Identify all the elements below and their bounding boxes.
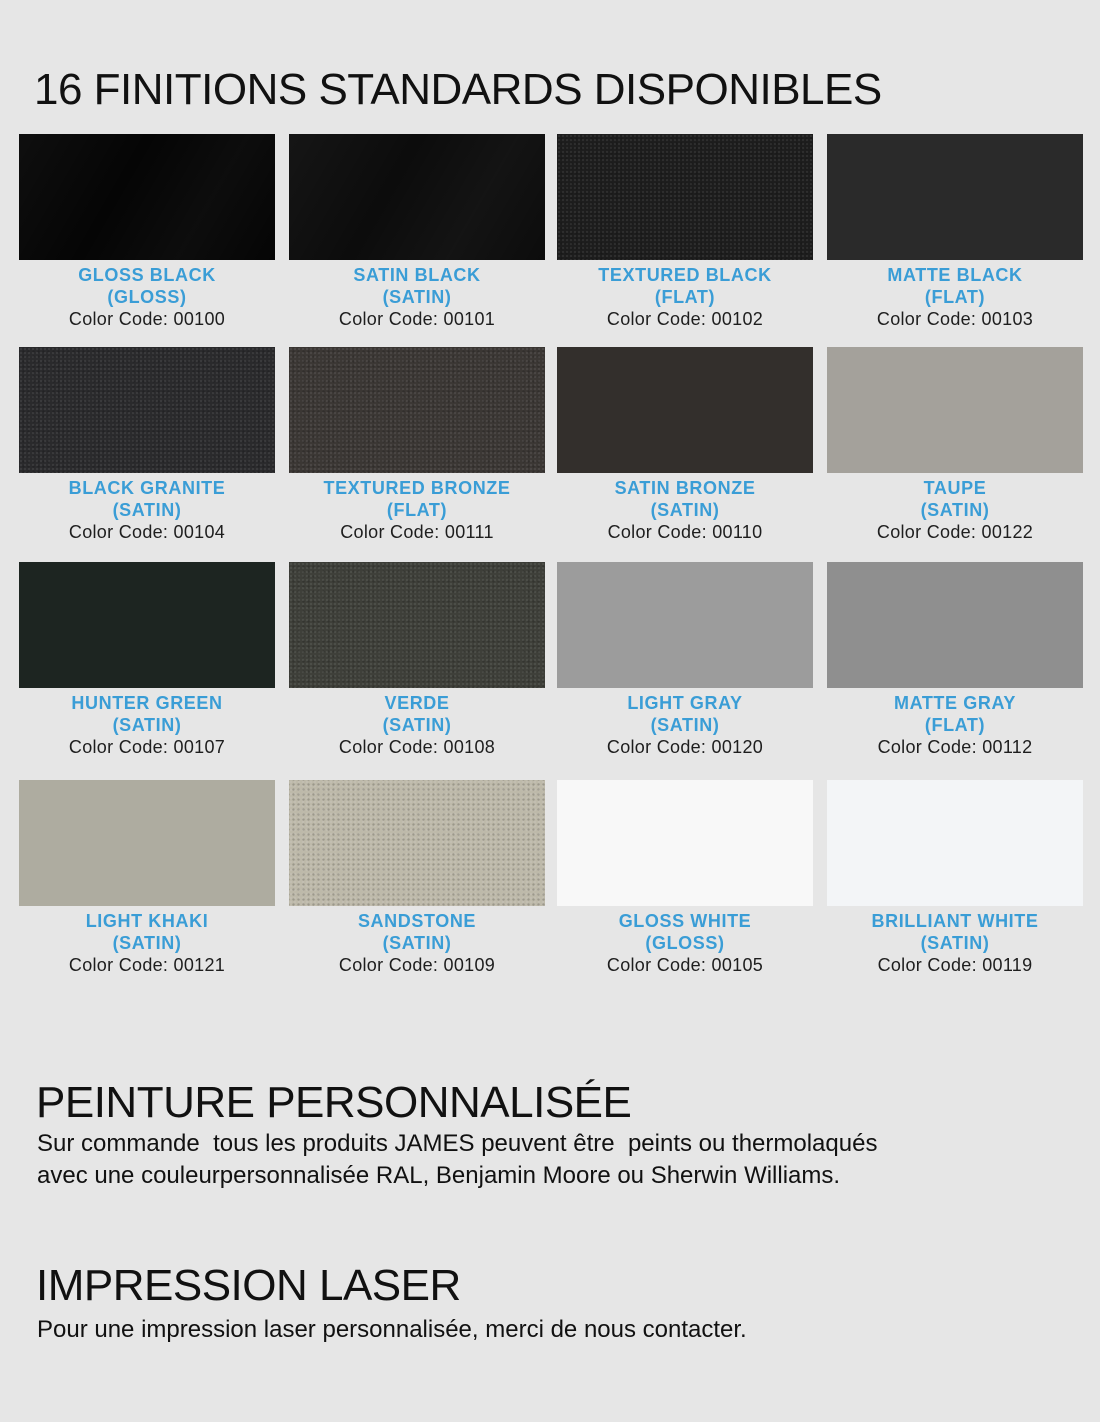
color-swatch-card	[557, 134, 813, 330]
swatch-color-code: Color Code: 00104	[68, 522, 226, 542]
swatch-caption	[19, 692, 275, 758]
swatch-name: BRILLIANT WHITE	[871, 911, 1039, 931]
color-sample	[289, 347, 545, 473]
swatch-finish: (SATIN)	[920, 933, 990, 953]
swatch-name: BLACK GRANITE	[68, 478, 226, 498]
color-swatch-card	[289, 562, 545, 758]
swatch-caption	[827, 692, 1083, 758]
swatch-name: GLOSS WHITE	[618, 911, 752, 931]
color-sample	[827, 347, 1083, 473]
swatch-finish: (SATIN)	[382, 715, 452, 735]
color-sample	[19, 780, 275, 906]
swatch-color-code: Color Code: 00119	[877, 955, 1033, 975]
color-swatch-card	[557, 347, 813, 543]
color-sample	[557, 780, 813, 906]
swatch-caption	[19, 910, 275, 976]
color-sample	[557, 562, 813, 688]
color-swatch-card	[289, 134, 545, 330]
swatch-finish: (SATIN)	[382, 287, 452, 307]
custom-paint-title: PEINTURE PERSONNALISÉE	[36, 1078, 632, 1127]
swatch-color-code: Color Code: 00101	[338, 309, 496, 329]
color-swatch-card	[289, 347, 545, 543]
color-swatch-card	[557, 780, 813, 976]
swatch-finish: (GLOSS)	[107, 287, 187, 307]
swatch-name: SATIN BRONZE	[614, 478, 756, 498]
color-sample	[557, 347, 813, 473]
color-sample	[19, 134, 275, 260]
swatch-color-code: Color Code: 00105	[606, 955, 764, 975]
swatch-name: LIGHT GRAY	[627, 693, 743, 713]
swatch-finish: (SATIN)	[382, 933, 452, 953]
color-swatch-card	[19, 780, 275, 976]
color-sample	[289, 780, 545, 906]
laser-print-body: Pour une impression laser personnalisée, merci de nous contacter.	[37, 1316, 747, 1343]
swatch-caption	[827, 910, 1083, 976]
swatch-caption	[19, 477, 275, 543]
swatch-finish: (SATIN)	[112, 933, 182, 953]
swatch-caption	[557, 264, 813, 330]
swatch-finish: (SATIN)	[112, 500, 182, 520]
color-swatch-card	[19, 562, 275, 758]
swatch-color-code: Color Code: 00111	[340, 522, 494, 542]
swatch-name: TEXTURED BLACK	[598, 265, 772, 285]
page-title: 16 FINITIONS STANDARDS DISPONIBLES	[34, 65, 882, 114]
color-sample	[557, 134, 813, 260]
color-swatch-card	[19, 347, 275, 543]
color-sample	[827, 134, 1083, 260]
swatch-caption	[289, 264, 545, 330]
swatch-name: VERDE	[384, 693, 450, 713]
swatch-caption	[289, 692, 545, 758]
swatch-name: HUNTER GREEN	[71, 693, 223, 713]
swatch-color-code: Color Code: 00112	[877, 737, 1033, 757]
swatch-finish: (SATIN)	[112, 715, 182, 735]
color-swatch-card	[827, 347, 1083, 543]
swatch-color-code: Color Code: 00103	[876, 309, 1034, 329]
swatch-name: TAUPE	[923, 478, 987, 498]
swatch-name: LIGHT KHAKI	[85, 911, 209, 931]
swatch-caption	[557, 910, 813, 976]
swatch-color-code: Color Code: 00110	[607, 522, 763, 542]
swatch-color-code: Color Code: 00120	[606, 737, 764, 757]
color-sample	[827, 780, 1083, 906]
color-swatch-card	[19, 134, 275, 330]
swatch-finish: (SATIN)	[650, 715, 720, 735]
swatch-color-code: Color Code: 00108	[338, 737, 496, 757]
color-sample	[289, 562, 545, 688]
color-swatch-card	[827, 134, 1083, 330]
swatch-finish: (FLAT)	[924, 287, 986, 307]
swatch-name: SATIN BLACK	[353, 265, 481, 285]
color-swatch-card	[827, 780, 1083, 976]
custom-paint-body: Sur commande tous les produits JAMES peuvent être peints ou thermolaqués avec une couleurpersonnalisée RAL, Benjamin Moore ou Sherwin Williams.	[37, 1130, 878, 1189]
color-swatch-card	[557, 562, 813, 758]
swatch-finish: (FLAT)	[924, 715, 986, 735]
swatch-caption	[827, 477, 1083, 543]
swatch-color-code: Color Code: 00107	[68, 737, 226, 757]
swatch-color-code: Color Code: 00109	[338, 955, 496, 975]
swatch-name: MATTE BLACK	[887, 265, 1023, 285]
swatch-caption	[19, 264, 275, 330]
swatch-name: MATTE GRAY	[893, 693, 1016, 713]
swatch-finish: (GLOSS)	[645, 933, 725, 953]
swatch-color-code: Color Code: 00100	[68, 309, 226, 329]
swatch-caption	[827, 264, 1083, 330]
swatch-caption	[289, 477, 545, 543]
swatch-name: TEXTURED BRONZE	[323, 478, 511, 498]
swatch-color-code: Color Code: 00122	[876, 522, 1034, 542]
color-sample	[827, 562, 1083, 688]
swatch-caption	[289, 910, 545, 976]
swatch-caption	[557, 692, 813, 758]
color-sample	[19, 347, 275, 473]
swatch-caption	[557, 477, 813, 543]
swatch-finish: (SATIN)	[920, 500, 990, 520]
swatch-color-code: Color Code: 00102	[606, 309, 764, 329]
swatch-name: SANDSTONE	[357, 911, 477, 931]
swatch-name: GLOSS BLACK	[78, 265, 216, 285]
swatch-finish: (FLAT)	[386, 500, 448, 520]
laser-print-title: IMPRESSION LASER	[36, 1261, 461, 1310]
color-sample	[289, 134, 545, 260]
color-swatch-card	[827, 562, 1083, 758]
color-swatch-card	[289, 780, 545, 976]
swatch-finish: (FLAT)	[654, 287, 716, 307]
swatch-finish: (SATIN)	[650, 500, 720, 520]
swatch-color-code: Color Code: 00121	[68, 955, 226, 975]
color-sample	[19, 562, 275, 688]
